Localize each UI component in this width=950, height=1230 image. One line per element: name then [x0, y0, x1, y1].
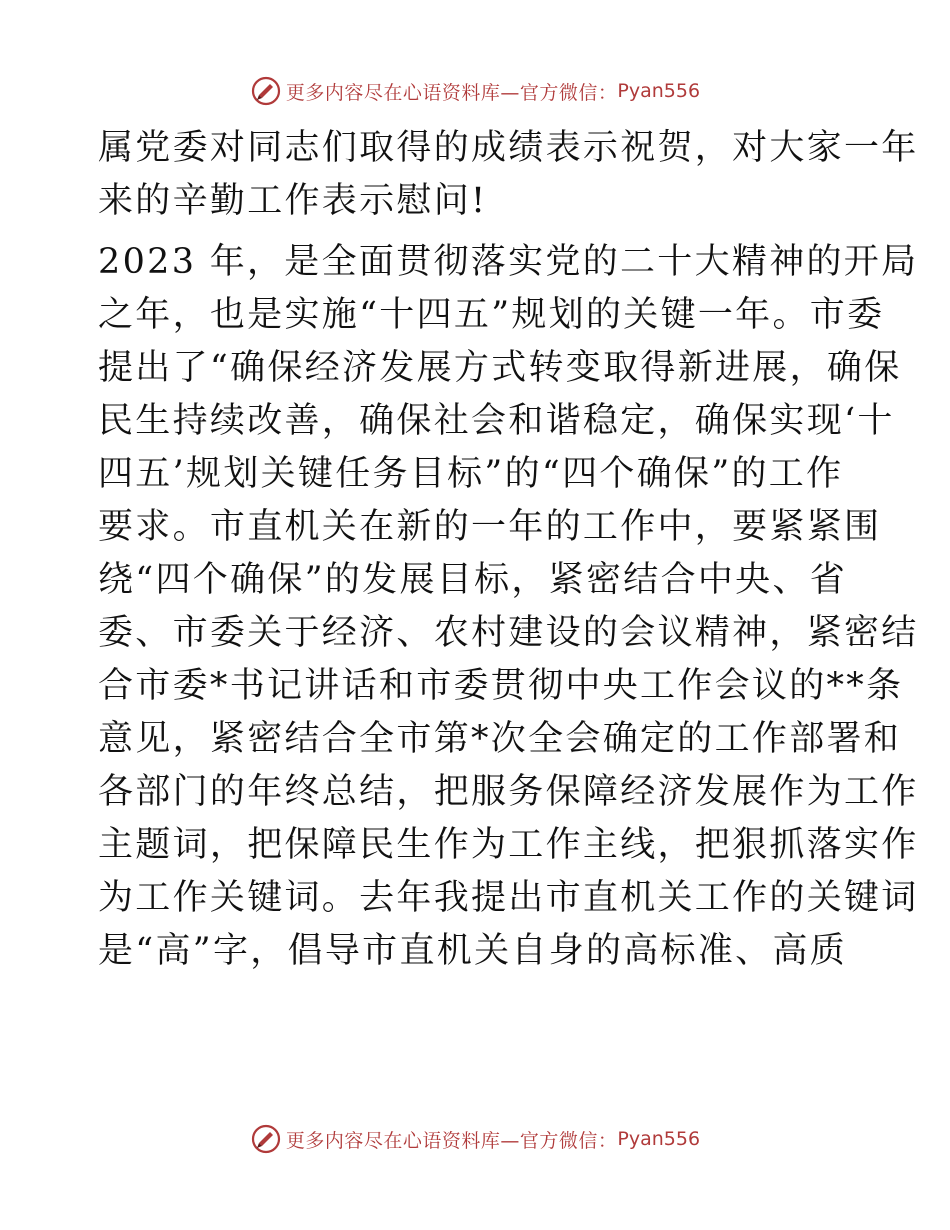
paragraph-2: [98, 236, 919, 978]
text-line: 来的辛勤工作表示慰问!: [98, 181, 488, 221]
text-line: 是“高”字，倡导市直机关自身的高标准、高质: [98, 931, 848, 971]
footer-watermark: [0, 1119, 950, 1159]
text-line: 主题词，把保障民生作为工作主线，把狠抓落实作: [98, 825, 919, 865]
seal-logo-icon: [250, 1123, 282, 1155]
text-line: 2023 年，是全面贯彻落实党的二十大精神的开局: [98, 242, 919, 282]
watermark-text: 更多内容尽在心语资料库—官方微信：: [285, 1129, 618, 1152]
watermark-text: 更多内容尽在心语资料库—官方微信：: [285, 81, 618, 104]
watermark-account: Pyan556: [617, 1128, 701, 1150]
header-watermark: [0, 71, 950, 111]
text-line: 合市委*书记讲话和市委贯彻中央工作会议的**条: [98, 666, 904, 706]
text-line: 属党委对同志们取得的成绩表示祝贺，对大家一年: [98, 128, 919, 168]
text-line: 为工作关键词。去年我提出市直机关工作的关键词: [98, 878, 919, 918]
document-body: [98, 122, 919, 978]
text-line: 民生持续改善，确保社会和谐稳定，确保实现‘十: [98, 401, 895, 441]
text-line: 要求。市直机关在新的一年的工作中，要紧紧围: [98, 507, 882, 547]
paragraph-1: [98, 122, 919, 228]
text-line: 提出了“确保经济发展方式转变取得新进展，确保: [98, 348, 902, 388]
text-line: 之年，也是实施“十四五”规划的关键一年。市委: [98, 295, 885, 335]
text-line: 意见，紧密结合全市第*次全会确定的工作部署和: [98, 719, 902, 759]
text-line: 四五’规划关键任务目标”的“四个确保”的工作: [98, 454, 844, 494]
text-line: 各部门的年终总结，把服务保障经济发展作为工作: [98, 772, 919, 812]
seal-logo-icon: [250, 75, 282, 107]
text-line: 绕“四个确保”的发展目标，紧密结合中央、省: [98, 560, 848, 600]
text-line: 委、市委关于经济、农村建设的会议精神，紧密结: [98, 613, 919, 653]
watermark-account: Pyan556: [617, 80, 701, 102]
